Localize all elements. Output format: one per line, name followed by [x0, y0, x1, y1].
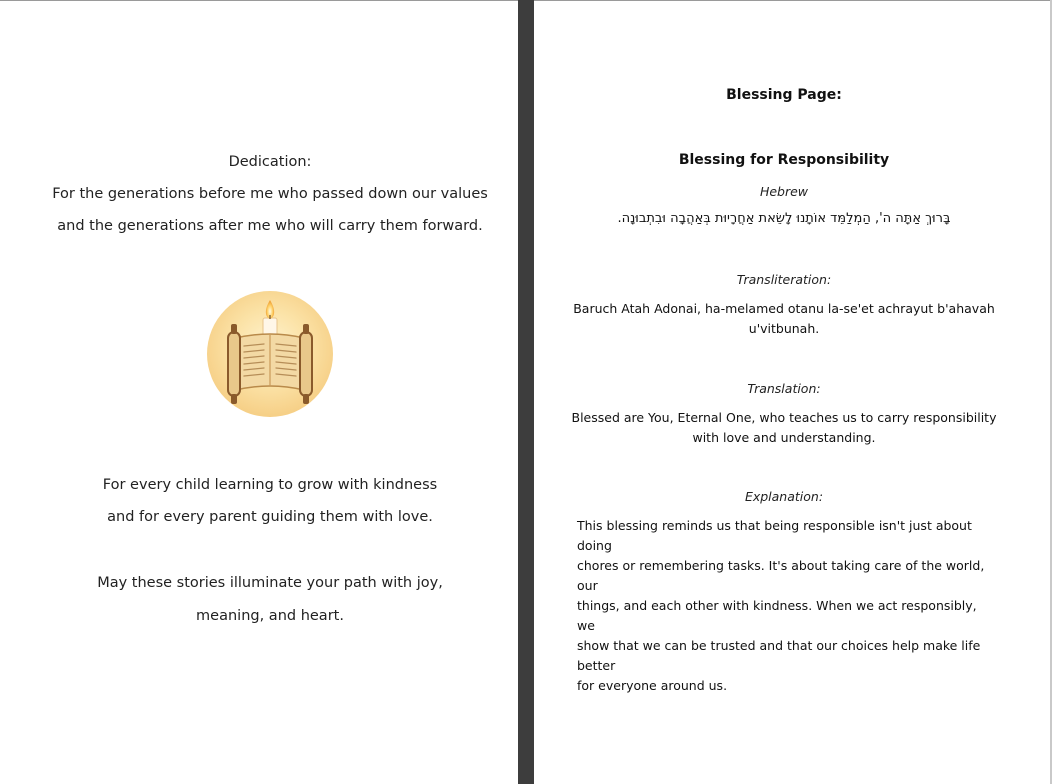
transliteration-label: Transliteration: [736, 272, 832, 287]
child-line-1: For every child learning to grow with kindness [102, 477, 438, 493]
transliteration-line-2: u'vitbunah. [748, 321, 820, 336]
child-line-2: and for every parent guiding them with love. [107, 509, 433, 525]
translation-line-1: Blessed are You, Eternal One, who teaches us to carry responsibility [571, 410, 997, 425]
blessing-title: Blessing for Responsibility [678, 152, 890, 168]
translation-label: Translation: [747, 381, 821, 396]
explanation-text [577, 516, 989, 696]
torah-scroll-candle-icon [204, 286, 336, 422]
explanation-line: show that we can be trusted and that our choices help make life better [577, 638, 981, 673]
closing-line-2: meaning, and heart. [196, 608, 344, 624]
hebrew-label: Hebrew [759, 184, 809, 199]
dedication-title: Dedication: [228, 154, 312, 170]
dedication-line-1: For the generations before me who passed down our values [52, 186, 488, 202]
explanation-label: Explanation: [744, 489, 824, 504]
closing-line-1: May these stories illuminate your path with joy, [97, 575, 443, 591]
explanation-line: This blessing reminds us that being responsible isn't just about doing [577, 518, 972, 553]
translation-text [534, 408, 1034, 448]
explanation-line: for everyone around us. [577, 678, 728, 693]
explanation-line: things, and each other with kindness. When we act responsibly, we [577, 598, 977, 633]
dedication-line-2: and the generations after me who will carry them forward. [57, 218, 483, 234]
explanation-line: chores or remembering tasks. It's about taking care of the world, our [577, 558, 985, 593]
page-heading: Blessing Page: [726, 87, 842, 103]
transliteration-line-1: Baruch Atah Adonai, ha-melamed otanu la-se'et achrayut b'ahavah [573, 301, 995, 316]
translation-line-2: with love and understanding. [692, 430, 876, 445]
page-gutter [518, 0, 534, 784]
transliteration-text [534, 299, 1034, 339]
hebrew-text: בָּרוּךְ אַתָּה ה', הַמְלַמֵּד אוֹתָנוּ לָשֵׂאת אַחֲרָיוּת בְּאַהֲבָה וּבִתְבוּנָה. [617, 211, 951, 226]
